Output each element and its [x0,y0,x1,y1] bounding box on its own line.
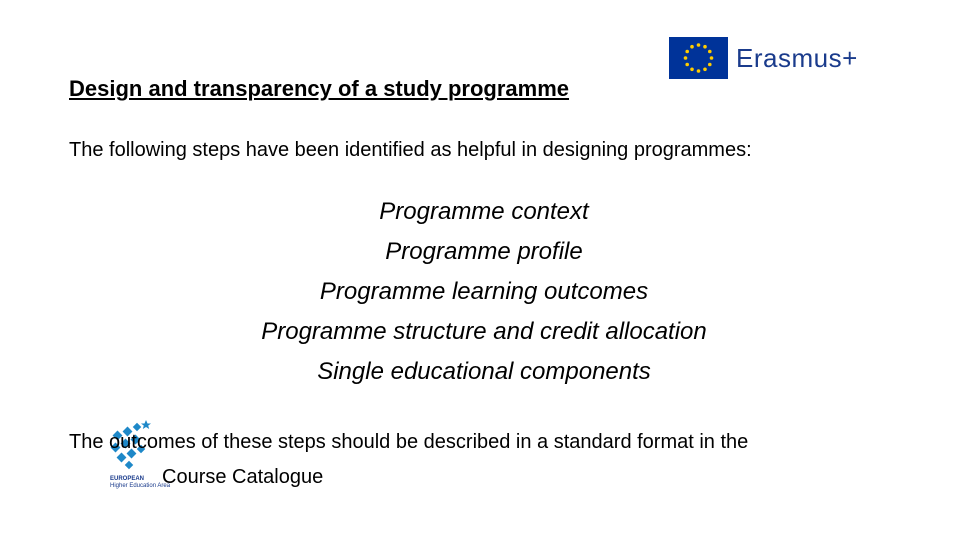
step-learning-outcomes: Programme learning outcomes [319,278,649,305]
steps-list [0,192,960,392]
erasmus-plus-logo [669,37,858,79]
ehea-logo-line2: Higher Education Area [110,483,171,489]
outro-line-1: The outcomes of these steps should be described in a standard format in the [69,431,749,453]
outro-line-2: Course Catalogue [162,466,324,488]
step-programme-context: Programme context [379,198,589,225]
step-educational-components: Single educational components [317,358,651,385]
intro-text: The following steps have been identified as helpful in designing programmes: [69,139,752,161]
ehea-logo-line1: EUROPEAN [110,476,145,482]
eu-flag-icon [669,37,728,79]
step-structure-credit: Programme structure and credit allocation [261,318,707,345]
slide-title: Design and transparency of a study programme [69,76,570,101]
erasmus-plus-wordmark: Erasmus+ [736,42,858,73]
step-programme-profile: Programme profile [385,238,583,265]
outro-text [69,425,748,495]
